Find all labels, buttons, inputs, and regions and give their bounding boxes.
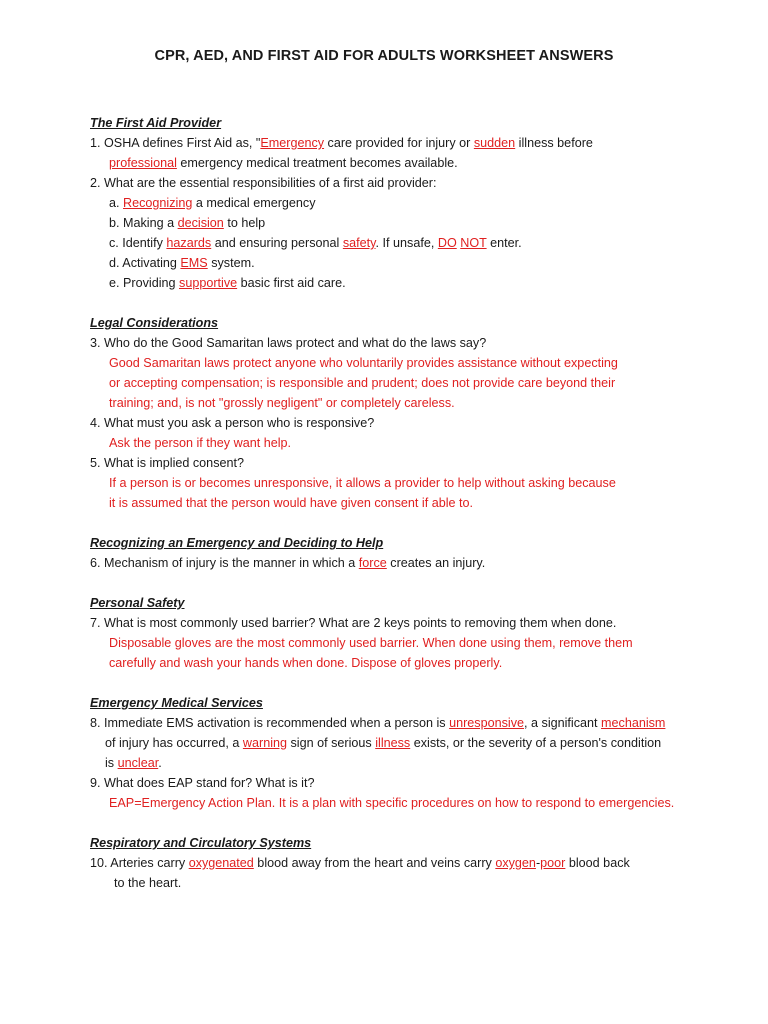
text-segment: . If unsafe, bbox=[375, 236, 438, 250]
question-line bbox=[109, 215, 265, 231]
text-segment: of injury has occurred, a bbox=[105, 736, 243, 750]
text-segment: Ask the person if they want help. bbox=[109, 436, 292, 450]
text-segment: c. Identify bbox=[109, 236, 167, 250]
text-segment: basic first aid care. bbox=[237, 276, 346, 290]
question-line bbox=[90, 715, 665, 731]
text-segment: blood back bbox=[565, 856, 630, 870]
text-segment: and ensuring personal bbox=[211, 236, 343, 250]
question-line bbox=[109, 275, 346, 291]
fill-in-answer: mechanism bbox=[601, 716, 666, 730]
text-segment: care provided for injury or bbox=[324, 136, 474, 150]
fill-in-answer: sudden bbox=[473, 136, 516, 150]
section-heading bbox=[90, 315, 218, 331]
fill-in-answer: oxygen bbox=[495, 856, 536, 870]
question-line bbox=[90, 775, 314, 791]
fill-in-answer: unclear bbox=[117, 756, 159, 770]
text-segment: - bbox=[535, 856, 541, 870]
text-segment: system. bbox=[207, 256, 255, 270]
question-line bbox=[109, 195, 316, 211]
text-segment: EAP=Emergency Action Plan. It is a plan with specific procedures on how to respond to emergencies. bbox=[109, 796, 675, 810]
text-segment: Emergency Medical Services bbox=[90, 696, 263, 710]
fill-in-answer: DO bbox=[437, 236, 457, 250]
text-segment: 4. What must you ask a person who is responsive? bbox=[90, 416, 375, 430]
question-line bbox=[109, 255, 255, 271]
question-line bbox=[90, 135, 593, 151]
fill-in-answer: safety bbox=[342, 236, 376, 250]
text-segment: 5. What is implied consent? bbox=[90, 456, 244, 470]
fill-in-answer: unresponsive bbox=[449, 716, 525, 730]
text-segment: Personal Safety bbox=[90, 596, 185, 610]
text-segment: Legal Considerations bbox=[90, 316, 219, 330]
text-segment: 8. Immediate EMS activation is recommended when a person is bbox=[90, 716, 450, 730]
question-line bbox=[90, 335, 486, 351]
text-segment: sign of serious bbox=[287, 736, 376, 750]
section-heading bbox=[90, 595, 185, 611]
text-segment: 9. What does EAP stand for? What is it? bbox=[90, 776, 315, 790]
text-segment: 1. OSHA defines First Aid as, " bbox=[90, 136, 261, 150]
text-segment: emergency medical treatment becomes available. bbox=[176, 156, 458, 170]
answer-text bbox=[109, 355, 618, 371]
text-segment: b. Making a bbox=[109, 216, 178, 230]
text-segment: a. bbox=[109, 196, 124, 210]
fill-in-answer: illness bbox=[375, 736, 411, 750]
question-line bbox=[90, 615, 616, 631]
fill-in-answer: Recognizing bbox=[123, 196, 193, 210]
section-heading bbox=[90, 115, 221, 131]
text-segment: to help bbox=[223, 216, 266, 230]
text-segment: 6. Mechanism of injury is the manner in which a bbox=[90, 556, 359, 570]
section-heading bbox=[90, 695, 263, 711]
fill-in-answer: warning bbox=[242, 736, 288, 750]
answer-text bbox=[109, 495, 473, 511]
fill-in-answer: force bbox=[358, 556, 387, 570]
text-segment: or accepting compensation; is responsible and prudent; does not provide care beyond their bbox=[109, 376, 616, 390]
text-segment: 2. What are the essential responsibilities of a first aid provider: bbox=[90, 176, 437, 190]
page-title: CPR, AED, AND FIRST AID FOR ADULTS WORKSHEET ANSWERS bbox=[154, 48, 614, 64]
question-line bbox=[105, 735, 661, 751]
text-segment: to the heart. bbox=[114, 876, 182, 890]
text-segment: illness before bbox=[515, 136, 593, 150]
fill-in-answer: EMS bbox=[180, 256, 208, 270]
question-line bbox=[90, 855, 630, 871]
text-segment: , a significant bbox=[524, 716, 602, 730]
text-segment: 7. What is most commonly used barrier? What are 2 keys points to removing them when done. bbox=[90, 616, 617, 630]
question-line bbox=[109, 235, 522, 251]
section-heading bbox=[90, 835, 311, 851]
text-segment: Disposable gloves are the most commonly used barrier. When done using them, remove them bbox=[109, 636, 633, 650]
question-line bbox=[105, 755, 162, 771]
text-segment: Good Samaritan laws protect anyone who voluntarily provides assistance without expecting bbox=[109, 356, 618, 370]
text-segment: exists, or the severity of a person's condition bbox=[410, 736, 662, 750]
text-segment: 10. Arteries carry bbox=[90, 856, 189, 870]
text-segment: d. Activating bbox=[109, 256, 181, 270]
text-segment: 3. Who do the Good Samaritan laws protect and what do the laws say? bbox=[90, 336, 487, 350]
fill-in-answer: Emergency bbox=[260, 136, 325, 150]
question-line bbox=[90, 175, 437, 191]
fill-in-answer: supportive bbox=[179, 276, 238, 290]
text-segment: enter. bbox=[486, 236, 522, 250]
answer-text bbox=[109, 795, 674, 811]
text-segment: blood away from the heart and veins carry bbox=[253, 856, 496, 870]
text-segment: The First Aid Provider bbox=[90, 116, 222, 130]
text-segment: Recognizing an Emergency and Deciding to Help bbox=[90, 536, 384, 550]
text-segment: is bbox=[105, 756, 118, 770]
answer-text bbox=[109, 475, 616, 491]
question-line bbox=[90, 455, 244, 471]
text-segment: If a person is or becomes unresponsive, it allows a provider to help without asking because bbox=[109, 476, 616, 490]
text-segment: carefully and wash your hands when done. Dispose of gloves properly. bbox=[109, 656, 503, 670]
text-segment: training; and, is not "grossly negligent" or completely careless. bbox=[109, 396, 455, 410]
answer-text bbox=[109, 375, 615, 391]
answer-text bbox=[109, 655, 502, 671]
question-line bbox=[109, 155, 458, 171]
text-segment: e. Providing bbox=[109, 276, 180, 290]
text-segment: . bbox=[158, 756, 162, 770]
question-line bbox=[114, 875, 181, 891]
question-line bbox=[90, 415, 374, 431]
fill-in-answer: NOT bbox=[460, 236, 487, 250]
text-segment: a medical emergency bbox=[192, 196, 316, 210]
section-heading bbox=[90, 535, 383, 551]
fill-in-answer: hazards bbox=[166, 236, 212, 250]
question-line bbox=[90, 555, 485, 571]
answer-text bbox=[109, 635, 633, 651]
fill-in-answer: professional bbox=[109, 156, 177, 170]
answer-text bbox=[109, 435, 291, 451]
text-segment: Respiratory and Circulatory Systems bbox=[90, 836, 312, 850]
fill-in-answer: oxygenated bbox=[188, 856, 254, 870]
answer-text bbox=[109, 395, 455, 411]
fill-in-answer: decision bbox=[177, 216, 224, 230]
text-segment: it is assumed that the person would have given consent if able to. bbox=[109, 496, 474, 510]
text-segment: creates an injury. bbox=[386, 556, 486, 570]
fill-in-answer: poor bbox=[540, 856, 566, 870]
